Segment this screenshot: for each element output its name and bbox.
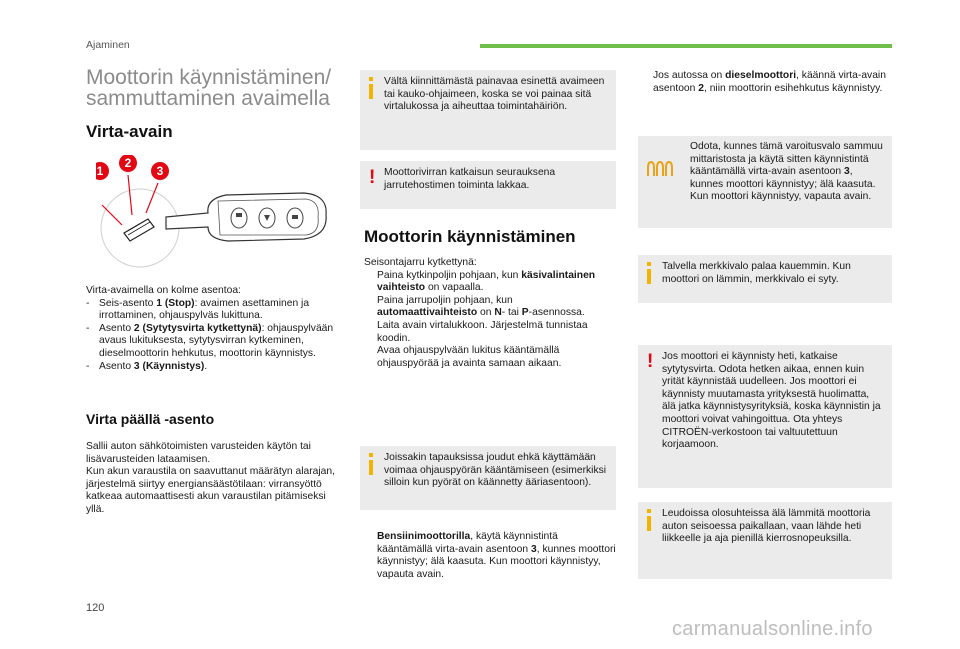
- info-icon: [367, 77, 375, 99]
- key-positions-intro: Virta-avaimella on kolme asentoa:: [86, 285, 241, 296]
- petrol-start-instruction: [364, 531, 616, 581]
- info-box-key-weight: Vältä kiinnittämästä painavaa esinettä avaimeen tai kauko-ohjaimeen, koska se voi painaa sitä virtalukossa ja aiheuttaa toimintahäiriön.: [360, 70, 616, 150]
- start-steps-block: [364, 257, 614, 370]
- page-title-line-2: sammuttaminen avaimella: [86, 87, 330, 110]
- key-positions-list: [86, 298, 338, 374]
- glow-plug-box: [638, 136, 892, 228]
- info-icon: [645, 262, 653, 284]
- virta-paalla-text: [86, 441, 338, 517]
- petrol-step: Bensiinimoottorilla, käytä käynnistintä kääntämällä virta-avain asentoon 3, kunnes moottori käynnistyy; älä kaasuta. Kun moottori käynnistyy, vapauta avain.: [377, 531, 616, 580]
- page-number: 120: [86, 602, 105, 614]
- key-position-3: - Asento 3 (Käynnistys).: [86, 360, 208, 372]
- key-positions-block: [86, 285, 338, 373]
- start-step-4: Avaa ohjauspylvään lukitus kääntämällä ohjauspyörää ja avainta samaan aikaan.: [377, 345, 562, 369]
- info-box-winter: Talvella merkkivalo palaa kauemmin. Kun moottori on lämmin, merkkivalo ei syty.: [638, 255, 892, 303]
- watermark: carmanualsonline.info: [672, 618, 873, 640]
- info-box-steering-force: Joissakin tapauksissa joudut ehkä käyttämään voimaa ohjauspyörän kääntämiseen (esimerkiksi silloin kun pyörät on käännetty ääriasentoon).: [360, 446, 616, 510]
- start-step-1: Paina kytkinpoljin pohjaan, kun käsivalintainen vaihteisto on vapaalla.: [377, 269, 596, 294]
- heading-virta-paalla: Virta päällä -asento: [86, 411, 215, 427]
- warning-exclamation-icon: !: [369, 167, 376, 188]
- info-icon: [645, 509, 653, 531]
- key-fob-icon: [96, 155, 326, 267]
- key-position-1: - Seis-asento 1 (Stop): avaimen asettaminen ja irrottaminen, ohjauspylväs lukittuna.: [86, 297, 310, 322]
- start-step-2: Paina jarrupoljin pohjaan, kun automaattivaihteisto on N- tai P-asennossa.: [377, 294, 585, 319]
- page-title-line-1: Moottorin käynnistäminen/: [86, 66, 332, 89]
- section-label: Ajaminen: [86, 39, 130, 51]
- key-label-3: 3: [156, 164, 164, 178]
- diesel-preheat-instruction: [640, 70, 890, 95]
- start-step-3: Laita avain virtalukkoon. Järjestelmä tunnistaa koodin.: [377, 319, 588, 344]
- heading-kaynnistaminen: Moottorin käynnistäminen: [364, 227, 576, 246]
- start-steps-list: [364, 270, 614, 371]
- virta-paalla-para-1: Sallii auton sähkötoimisten varusteiden käytön tai lisävarusteiden lataamisen.: [86, 441, 311, 465]
- virta-paalla-para-2: Kun akun varaustila on saavuttanut määrätyn alarajan, järjestelmä siirtyy energiansäästötilaan: virransyöttö katkeaa automaattisesti akun varaustilan pitämiseksi yllä.: [86, 466, 335, 515]
- info-box-mild-weather: Leudoissa olosuhteissa älä lämmitä moottoria auton seisoessa paikallaan, vaan lähde heti liikkeelle ja aja pienillä kierrosnopeuksilla.: [638, 502, 892, 579]
- diesel-step: Jos autossa on dieselmoottori, käännä virta-avain asentoon 2, niin moottorin esihehkutus käynnistyy.: [653, 70, 886, 94]
- key-label-1: 1: [96, 164, 104, 178]
- page-title: [86, 67, 356, 109]
- section-accent-bar: [480, 44, 892, 48]
- warning-box-start-failure: ! Jos moottori ei käynnisty heti, katkaise sytytysvirta. Odota hetken aikaa, ennen kuin yrität käynnistää uudelleen. Jos moottori ei käynnisty muutamasta yrityksestä huolimatta, älä jatka käynnistysyrityksiä, koska käynnistin ja moottori voivat vahingoittua. Ota yhteys CITROËN-verkostoon tai valtuutettuun korjaamoon.: [638, 345, 892, 488]
- parking-brake-intro: Seisontajarru kytkettynä:: [364, 257, 477, 268]
- key-label-2: 2: [124, 156, 132, 170]
- glow-plug-icon: [646, 158, 676, 178]
- warning-box-brake: ! Moottorivirran katkaisun seurauksena jarrutehostimen toiminta lakkaa.: [360, 161, 616, 209]
- info-icon: [367, 453, 375, 475]
- key-fob-illustration: [96, 155, 332, 269]
- warning-exclamation-icon: !: [647, 351, 654, 372]
- key-position-2: - Asento 2 (Sytytysvirta kytkettynä): ohjauspylvään avaus lukituksesta, sytytysvirran kytkeminen, dieselmoottorin hehkutus, moottorin käynnistys.: [86, 322, 334, 359]
- heading-virta-avain: Virta-avain: [86, 122, 173, 141]
- glow-plug-text: Odota, kunnes tämä varoitusvalo sammuu mittaristosta ja käytä sitten käynnistintä kääntämällä virta-avain asentoon 3, kunnes moottori käynnistyy; älä kaasuta. Kun moottori käynnistyy, vapauta avain.: [690, 141, 883, 203]
